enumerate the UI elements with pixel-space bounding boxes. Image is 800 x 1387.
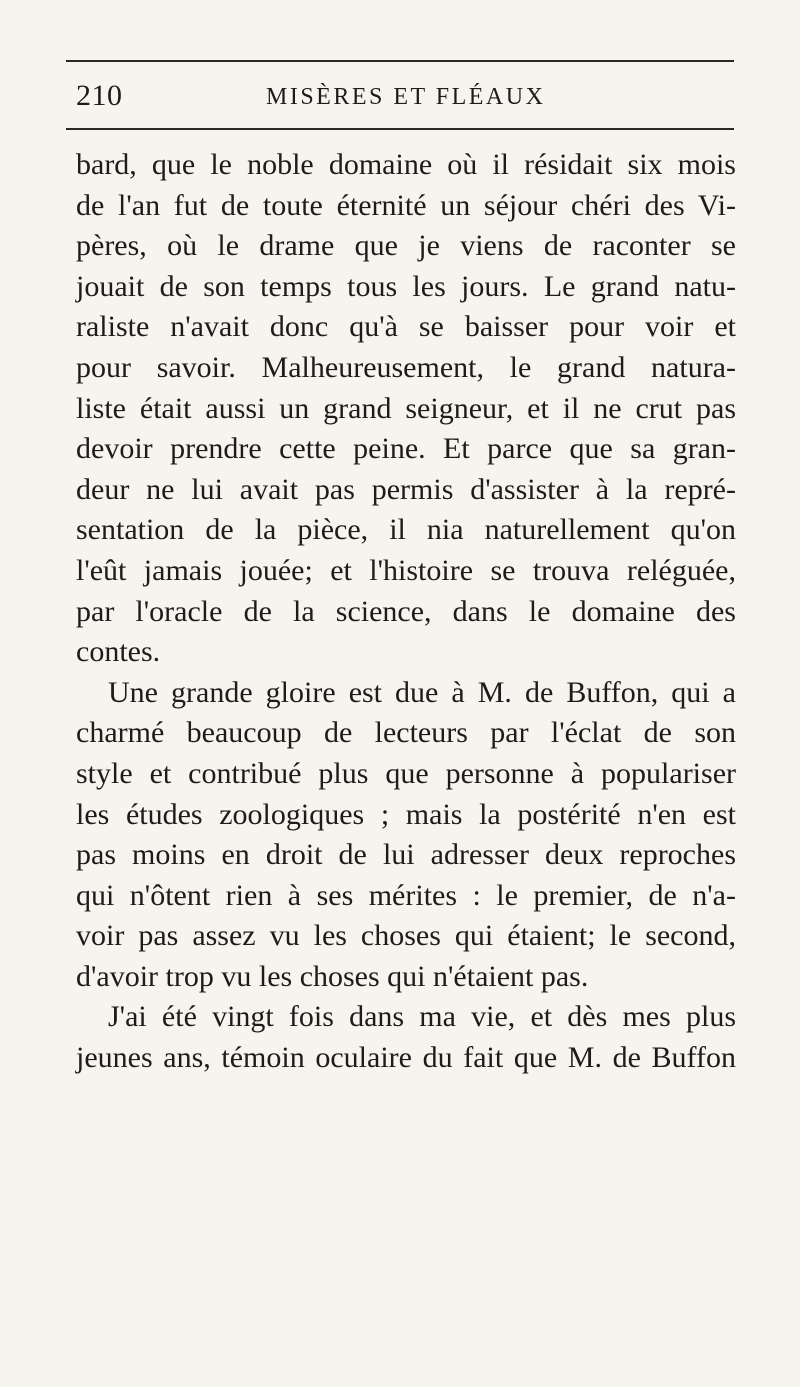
text-line: pour savoir. Malheureusement, le grand natura- (76, 350, 736, 384)
text-line: J'ai été vingt fois dans ma vie, et dès mes plus (108, 1000, 736, 1034)
body-text (76, 145, 736, 1079)
text-line: charmé beaucoup de lecteurs par l'éclat de son (76, 716, 736, 750)
page-number: 210 (76, 79, 123, 112)
text-line: devoir prendre cette peine. Et parce que sa gran- (76, 432, 736, 466)
text-line: pas moins en droit de lui adresser deux reproches (76, 838, 736, 872)
running-title: MISÈRES ET FLÉAUX (266, 84, 546, 110)
text-line: raliste n'avait donc qu'à se baisser pour voir et (76, 310, 736, 344)
text-line: bard, que le noble domaine où il résidait six mois (76, 148, 736, 181)
text-line: liste était aussi un grand seigneur, et il ne crut pas (76, 391, 736, 425)
text-line: par l'oracle de la science, dans le domaine des (76, 594, 736, 628)
text-line: style et contribué plus que personne à populariser (76, 756, 736, 790)
text-line: de l'an fut de toute éternité un séjour chéri des Vi- (76, 188, 736, 222)
text-line: Une grande gloire est due à M. de Buffon, qui a (108, 675, 736, 709)
text-line: l'eût jamais jouée; et l'histoire se trouva reléguée, (76, 553, 736, 587)
text-line: contes. (76, 635, 161, 669)
text-line: qui n'ôtent rien à ses mérites : le premier, de n'a- (76, 878, 736, 912)
text-line: voir pas assez vu les choses qui étaient; le second, (76, 919, 736, 953)
text-line: les études zoologiques ; mais la postérité n'en est (76, 797, 736, 831)
text-line: jouait de son temps tous les jours. Le grand natu- (76, 269, 736, 303)
text-line: sentation de la pièce, il nia naturellement qu'on (76, 513, 736, 547)
text-line: pères, où le drame que je viens de raconter se (76, 229, 736, 263)
header-bottom-rule (66, 128, 734, 130)
header-top-rule (66, 60, 734, 62)
text-line: d'avoir trop vu les choses qui n'étaient pas. (76, 959, 589, 993)
text-line: deur ne lui avait pas permis d'assister à la repré- (76, 472, 736, 506)
page-header (66, 60, 734, 132)
text-line: jeunes ans, témoin oculaire du fait que M. de Buffon (76, 1041, 736, 1075)
